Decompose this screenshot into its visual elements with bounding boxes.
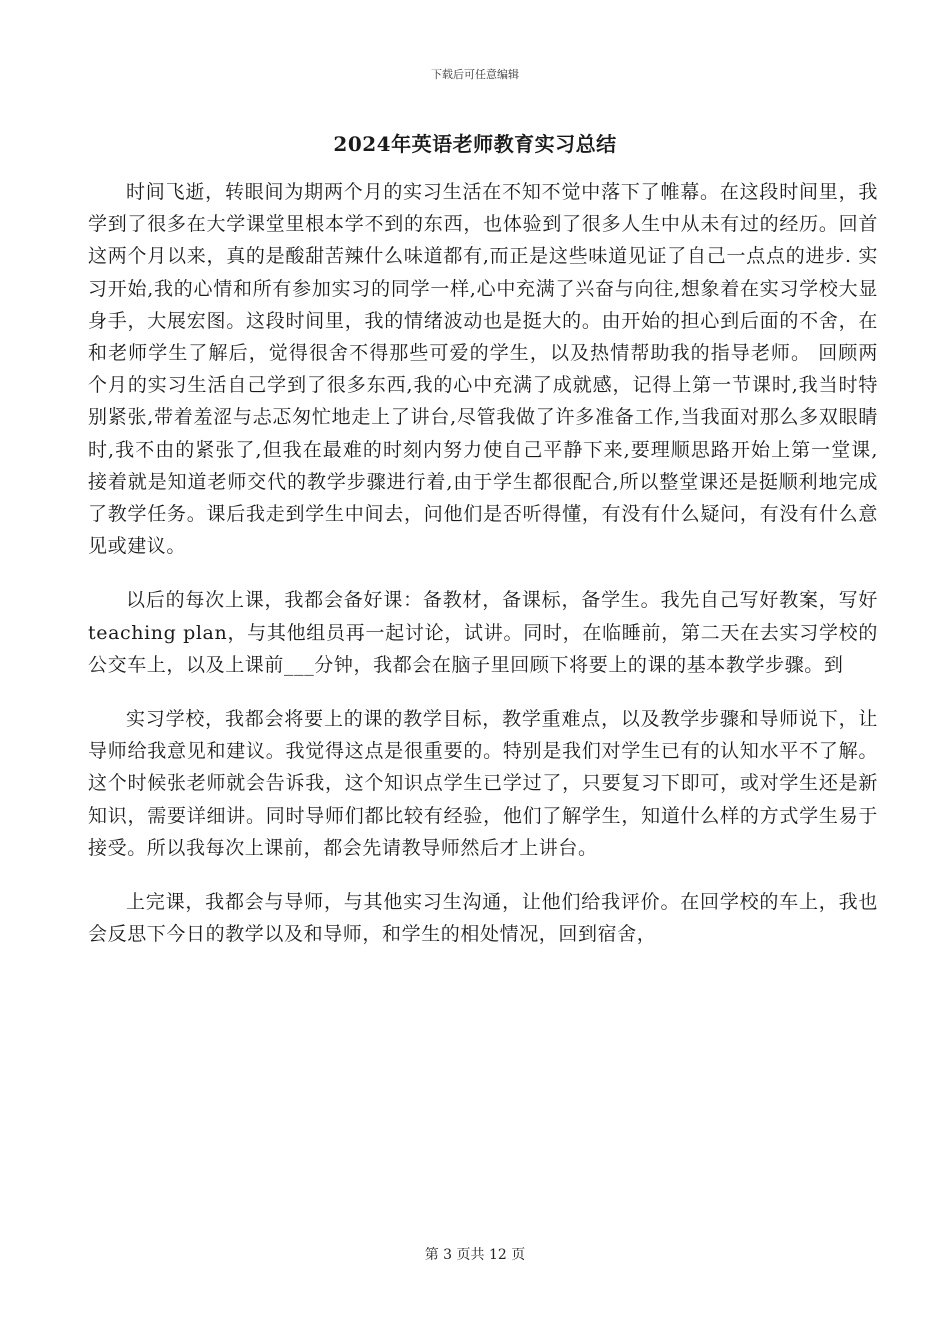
header-note: 下载后可任意编辑 bbox=[431, 68, 519, 81]
document-title: 2024年英语老师教育实习总结 bbox=[333, 132, 617, 156]
paragraph-1: 时间飞逝，转眼间为期两个月的实习生活在不知不觉中落下了帷幕。在这段时间里，我学到了很多在大学课堂里根本学不到的东西，也体验到了很多人生中从未有过的经历。回首这两个月以来，真的是酸甜苦辣什么味道都有,而正是这些味道见证了自己一点点的进步. 实习开始,我的心情和所有参加实习的同学一样,心中充满了兴奋与向往,想象着在实习学校大显身手，大展宏图。这段时间里，我的情绪波动也是挺大的。由开始的担心到后面的不舍，在和老师学生了解后，觉得很舍不得那些可爱的学生，以及热情帮助我的指导老师。 回顾两个月的实习生活自己学到了很多东西,我的心中充满了成就感，记得上第一节课时,我当时特别紧张,带着羞涩与忐忑匆忙地走上了讲台,尽管我做了许多准备工作,当我面对那么多双眼睛时,我不由的紧张了,但我在最难的时刻内努力使自己平静下来,要理顺思路开始上第一堂课,接着就是知道老师交代的教学步骤进行着,由于学生都很配合,所以整堂课还是挺顺利地完成了教学任务。课后我走到学生中间去，问他们是否听得懂，有没有什么疑问，有没有什么意见或建议。 bbox=[88, 181, 878, 558]
document-body bbox=[88, 176, 878, 972]
paragraph-2: 以后的每次上课，我都会备好课：备教材，备课标，备学生。我先自己写好教案，写好teaching plan，与其他组员再一起讨论，试讲。同时，在临睡前，第二天在去实习学校的公交车上，以及上课前___分钟，我都会在脑子里回顾下将要上的课的基本教学步骤。到 bbox=[88, 589, 878, 676]
paragraph-3: 实习学校，我都会将要上的课的教学目标，教学重难点，以及教学步骤和导师说下，让导师给我意见和建议。我觉得这点是很重要的。特别是我们对学生已有的认知水平不了解。这个时候张老师就会告诉我，这个知识点学生已学过了，只要复习下即可，或对学生还是新知识，需要详细讲。同时导师们都比较有经验，他们了解学生，知道什么样的方式学生易于接受。所以我每次上课前，都会先请教导师然后才上讲台。 bbox=[88, 708, 878, 859]
page-number: 第 3 页共 12 页 bbox=[424, 1247, 526, 1263]
paragraph-4: 上完课，我都会与导师，与其他实习生沟通，让他们给我评价。在回学校的车上，我也会反思下今日的教学以及和导师，和学生的相处情况，回到宿舍， bbox=[88, 891, 878, 946]
